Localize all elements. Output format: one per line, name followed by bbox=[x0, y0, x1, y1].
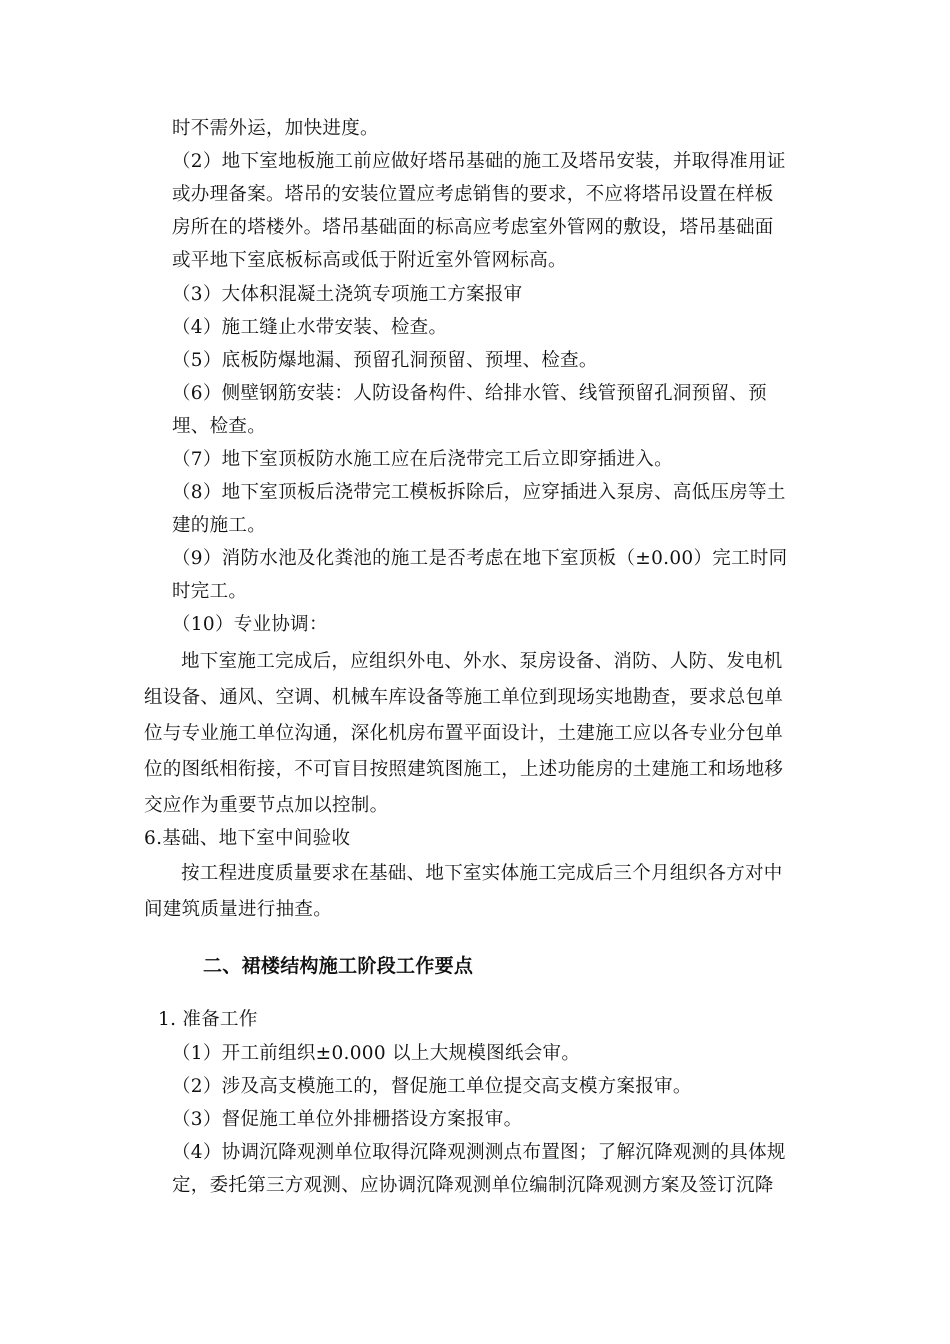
text-line: 组设备、通风、空调、机械车库设备等施工单位到现场实地勘查，要求总包单 bbox=[144, 687, 784, 708]
text-line: （4）施工缝止水带安装、检查。 bbox=[172, 317, 448, 338]
text-line: 间建筑质量进行抽查。 bbox=[144, 899, 333, 920]
text-line: 埋、检查。 bbox=[172, 416, 267, 437]
text-line: 地下室施工完成后，应组织外电、外水、泵房设备、消防、人防、发电机 bbox=[181, 651, 783, 672]
text-line: （5）底板防爆地漏、预留孔洞预留、预埋、检查。 bbox=[172, 350, 598, 371]
text-line: （2）地下室地板施工前应做好塔吊基础的施工及塔吊安装，并取得准用证 bbox=[172, 151, 786, 172]
text-line: （8）地下室顶板后浇带完工模板拆除后，应穿插进入泵房、高低压房等土 bbox=[172, 482, 786, 503]
text-line: 定，委托第三方观测、应协调沉降观测单位编制沉降观测方案及签订沉降 bbox=[172, 1175, 774, 1196]
text-line: （4）协调沉降观测单位取得沉降观测测点布置图；了解沉降观测的具体规 bbox=[172, 1142, 786, 1163]
text-line: 按工程进度质量要求在基础、地下室实体施工完成后三个月组织各方对中 bbox=[181, 863, 783, 884]
text-line: （1）开工前组织±0.000 以上大规模图纸会审。 bbox=[172, 1043, 581, 1064]
text-line: 时不需外运，加快进度。 bbox=[172, 118, 379, 139]
text-line: 建的施工。 bbox=[172, 515, 267, 536]
text-line: （7）地下室顶板防水施工应在后浇带完工后立即穿插进入。 bbox=[172, 449, 673, 470]
text-line: （6）侧壁钢筋安装：人防设备构件、给排水管、线管预留孔洞预留、预 bbox=[172, 383, 767, 404]
text-line: 房所在的塔楼外。塔吊基础面的标高应考虑室外管网的敷设，塔吊基础面 bbox=[172, 217, 774, 238]
text-line: 或平地下室底板标高或低于附近室外管网标高。 bbox=[172, 250, 567, 271]
section-heading: 1. 准备工作 bbox=[158, 1009, 258, 1030]
text-line: 交应作为重要节点加以控制。 bbox=[144, 795, 389, 816]
text-line: （2）涉及高支模施工的，督促施工单位提交高支模方案报审。 bbox=[172, 1076, 692, 1097]
section-heading: 6.基础、地下室中间验收 bbox=[144, 828, 351, 849]
chapter-heading: 二、裙楼结构施工阶段工作要点 bbox=[203, 955, 474, 977]
text-line: 位与专业施工单位沟通，深化机房布置平面设计，土建施工应以各专业分包单 bbox=[144, 723, 784, 744]
text-line: 或办理备案。塔吊的安装位置应考虑销售的要求，不应将塔吊设置在样板 bbox=[172, 184, 774, 205]
text-line: （10）专业协调： bbox=[172, 614, 328, 635]
text-line: 时完工。 bbox=[172, 581, 248, 602]
text-line: （9）消防水池及化粪池的施工是否考虑在地下室顶板（±0.00）完工时同 bbox=[172, 548, 788, 569]
text-line: （3）大体积混凝土浇筑专项施工方案报审 bbox=[172, 284, 523, 305]
text-line: （3）督促施工单位外排栅搭设方案报审。 bbox=[172, 1109, 523, 1130]
text-line: 位的图纸相衔接，不可盲目按照建筑图施工，上述功能房的土建施工和场地移 bbox=[144, 759, 784, 780]
